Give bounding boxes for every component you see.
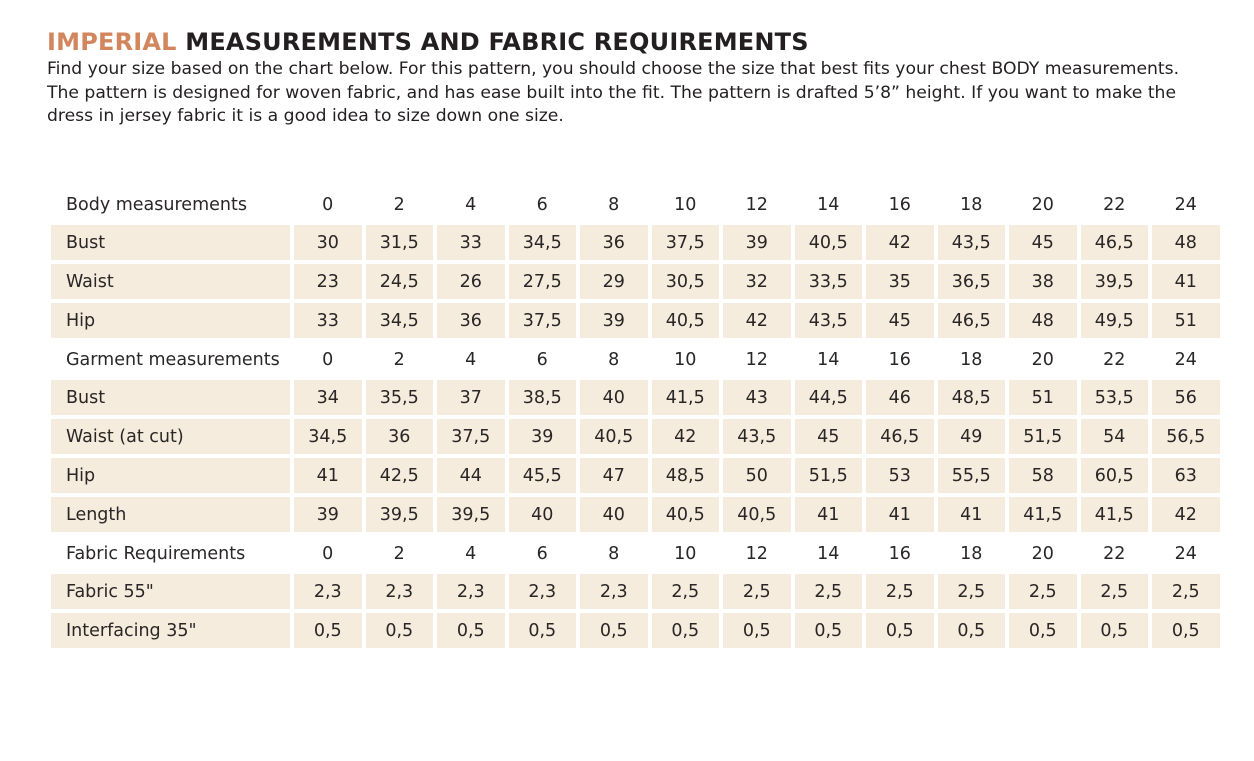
measurement-cell: 45 xyxy=(1009,225,1077,260)
size-header: 24 xyxy=(1174,195,1197,215)
measurement-cell: 47 xyxy=(580,458,648,493)
measurement-cell: 40,5 xyxy=(652,303,720,338)
size-header: 6 xyxy=(536,350,548,370)
measurement-cell: 32 xyxy=(723,264,791,299)
measurement-cell: 39,5 xyxy=(437,497,505,532)
measurement-cell: 0,5 xyxy=(437,613,505,648)
size-header: 22 xyxy=(1103,195,1126,215)
measurement-cell: 24,5 xyxy=(366,264,434,299)
measurement-cell: 46 xyxy=(866,380,934,415)
measurement-cell: 2,3 xyxy=(509,574,577,609)
measurement-cell: 0,5 xyxy=(1081,613,1149,648)
measurement-cell: 2,5 xyxy=(1152,574,1220,609)
size-header: 2 xyxy=(393,544,405,564)
table-row xyxy=(51,264,1214,299)
measurement-cell: 38,5 xyxy=(509,380,577,415)
measurement-cell: 30 xyxy=(294,225,362,260)
size-header: 22 xyxy=(1103,544,1126,564)
size-header: 2 xyxy=(393,195,405,215)
page-title xyxy=(47,27,809,57)
size-header: 8 xyxy=(608,350,620,370)
size-header: 4 xyxy=(465,195,477,215)
measurement-cell: 43,5 xyxy=(723,419,791,454)
measurement-cell: 60,5 xyxy=(1081,458,1149,493)
measurement-cell: 0,5 xyxy=(580,613,648,648)
measurement-cell: 2,3 xyxy=(294,574,362,609)
measurement-cell: 40 xyxy=(580,497,648,532)
size-header: 0 xyxy=(322,544,334,564)
measurement-cell: 36 xyxy=(580,225,648,260)
measurement-cell: 35,5 xyxy=(366,380,434,415)
measurement-cell: 41 xyxy=(294,458,362,493)
size-header: 8 xyxy=(608,195,620,215)
measurement-cell: 26 xyxy=(437,264,505,299)
measurement-cell: 39 xyxy=(580,303,648,338)
intro-line: The pattern is designed for woven fabric, and has ease built into the fit. The pattern is drafted 5’8” height. If you want to make the xyxy=(47,82,1177,103)
measurement-cell: 33 xyxy=(437,225,505,260)
intro-line: dress in jersey fabric it is a good idea to size down one size. xyxy=(47,106,564,126)
size-header: 6 xyxy=(536,544,548,564)
size-header: 4 xyxy=(465,544,477,564)
measurement-cell: 45 xyxy=(795,419,863,454)
size-header: 18 xyxy=(960,195,983,215)
row-label: Waist (at cut) xyxy=(51,419,290,454)
size-header: 16 xyxy=(888,195,911,215)
table-row xyxy=(51,458,1214,493)
measurement-cell: 45,5 xyxy=(509,458,577,493)
measurement-cell: 2,3 xyxy=(437,574,505,609)
measurement-cell: 51 xyxy=(1009,380,1077,415)
measurement-cell: 40,5 xyxy=(723,497,791,532)
row-label: Length xyxy=(51,497,290,532)
measurement-cell: 0,5 xyxy=(652,613,720,648)
measurement-cell: 0,5 xyxy=(795,613,863,648)
intro-paragraph xyxy=(47,58,1227,129)
measurement-cell: 41 xyxy=(938,497,1006,532)
measurement-cell: 40 xyxy=(509,497,577,532)
size-header: 10 xyxy=(674,350,697,370)
measurement-cell: 38 xyxy=(1009,264,1077,299)
measurement-cell: 44,5 xyxy=(795,380,863,415)
measurement-cell: 2,3 xyxy=(366,574,434,609)
measurement-cell: 41,5 xyxy=(652,380,720,415)
measurement-cell: 41 xyxy=(866,497,934,532)
measurement-cell: 58 xyxy=(1009,458,1077,493)
measurement-cell: 34,5 xyxy=(366,303,434,338)
measurement-cell: 51,5 xyxy=(795,458,863,493)
size-header: 18 xyxy=(960,350,983,370)
measurement-cell: 33,5 xyxy=(795,264,863,299)
row-label: Hip xyxy=(51,303,290,338)
size-header: 10 xyxy=(674,544,697,564)
measurement-cell: 2,5 xyxy=(795,574,863,609)
measurement-cell: 35 xyxy=(866,264,934,299)
size-header: 0 xyxy=(322,195,334,215)
row-label: Interfacing 35" xyxy=(51,613,290,648)
measurement-cell: 0,5 xyxy=(723,613,791,648)
measurement-cell: 37,5 xyxy=(437,419,505,454)
measurement-cell: 48,5 xyxy=(938,380,1006,415)
measurement-cell: 37,5 xyxy=(652,225,720,260)
measurement-cell: 41 xyxy=(1152,264,1220,299)
measurement-cell: 45 xyxy=(866,303,934,338)
table-row xyxy=(51,225,1214,260)
measurement-cell: 54 xyxy=(1081,419,1149,454)
intro-line: Find your size based on the chart below. For this pattern, you should choose the size that best fits your chest BODY measurements. xyxy=(47,59,1180,79)
size-header: 0 xyxy=(322,350,334,370)
measurement-cell: 2,3 xyxy=(580,574,648,609)
size-header: 22 xyxy=(1103,350,1126,370)
measurement-cell: 49,5 xyxy=(1081,303,1149,338)
table-row xyxy=(51,419,1214,454)
measurement-cell: 51 xyxy=(1152,303,1220,338)
size-header: 12 xyxy=(745,195,768,215)
measurement-cell: 27,5 xyxy=(509,264,577,299)
size-header: 20 xyxy=(1031,350,1054,370)
measurement-cell: 0,5 xyxy=(866,613,934,648)
section-title: Fabric Requirements xyxy=(66,544,246,564)
measurement-cell: 48 xyxy=(1009,303,1077,338)
measurement-cell: 31,5 xyxy=(366,225,434,260)
row-label: Bust xyxy=(51,225,290,260)
size-header: 14 xyxy=(817,350,840,370)
title-text: MEASUREMENTS AND FABRIC REQUIREMENTS xyxy=(185,28,809,56)
measurement-cell: 36,5 xyxy=(938,264,1006,299)
title-accent: IMPERIAL xyxy=(47,28,177,56)
table-row xyxy=(51,613,1214,648)
size-header: 8 xyxy=(608,544,620,564)
table-row xyxy=(51,574,1214,609)
measurement-cell: 39,5 xyxy=(1081,264,1149,299)
measurement-cell: 39 xyxy=(723,225,791,260)
measurement-cell: 42,5 xyxy=(366,458,434,493)
table-row xyxy=(51,380,1214,415)
measurement-cell: 40 xyxy=(580,380,648,415)
measurement-cell: 49 xyxy=(938,419,1006,454)
size-header: 12 xyxy=(745,544,768,564)
section-header-row xyxy=(51,536,1214,572)
measurement-cell: 2,5 xyxy=(652,574,720,609)
measurement-cell: 37 xyxy=(437,380,505,415)
size-header: 12 xyxy=(745,350,768,370)
measurement-cell: 43 xyxy=(723,380,791,415)
measurement-cell: 55,5 xyxy=(938,458,1006,493)
size-header: 24 xyxy=(1174,350,1197,370)
measurement-cell: 36 xyxy=(437,303,505,338)
measurement-cell: 34 xyxy=(294,380,362,415)
measurement-cell: 40,5 xyxy=(795,225,863,260)
measurement-cell: 2,5 xyxy=(938,574,1006,609)
measurement-cell: 48 xyxy=(1152,225,1220,260)
measurement-cell: 39,5 xyxy=(366,497,434,532)
measurement-cell: 53 xyxy=(866,458,934,493)
measurement-cell: 42 xyxy=(652,419,720,454)
measurement-cell: 51,5 xyxy=(1009,419,1077,454)
measurement-cell: 42 xyxy=(1152,497,1220,532)
measurement-cell: 0,5 xyxy=(1009,613,1077,648)
measurement-cell: 34,5 xyxy=(294,419,362,454)
measurement-cell: 44 xyxy=(437,458,505,493)
size-header: 16 xyxy=(888,544,911,564)
section-title: Body measurements xyxy=(66,195,247,215)
measurement-cell: 40,5 xyxy=(652,497,720,532)
section-header-row xyxy=(51,342,1214,378)
measurement-cell: 2,5 xyxy=(1081,574,1149,609)
measurement-cell: 30,5 xyxy=(652,264,720,299)
measurement-cell: 63 xyxy=(1152,458,1220,493)
row-label: Fabric 55" xyxy=(51,574,290,609)
measurement-cell: 41 xyxy=(795,497,863,532)
measurement-cell: 43,5 xyxy=(938,225,1006,260)
size-header: 14 xyxy=(817,195,840,215)
measurement-cell: 2,5 xyxy=(1009,574,1077,609)
row-label: Bust xyxy=(51,380,290,415)
measurement-cell: 2,5 xyxy=(866,574,934,609)
measurement-cell: 29 xyxy=(580,264,648,299)
row-label: Waist xyxy=(51,264,290,299)
measurement-cell: 46,5 xyxy=(1081,225,1149,260)
measurement-cell: 33 xyxy=(294,303,362,338)
measurement-cell: 0,5 xyxy=(938,613,1006,648)
size-header: 20 xyxy=(1031,195,1054,215)
measurement-cell: 46,5 xyxy=(938,303,1006,338)
measurement-cell: 50 xyxy=(723,458,791,493)
measurement-cell: 2,5 xyxy=(723,574,791,609)
measurement-cell: 43,5 xyxy=(795,303,863,338)
measurement-cell: 41,5 xyxy=(1081,497,1149,532)
size-header: 2 xyxy=(393,350,405,370)
measurement-cell: 0,5 xyxy=(1152,613,1220,648)
measurement-cell: 56 xyxy=(1152,380,1220,415)
measurement-cell: 0,5 xyxy=(294,613,362,648)
size-chart-table xyxy=(51,187,1214,652)
table-row xyxy=(51,303,1214,338)
measurement-cell: 0,5 xyxy=(509,613,577,648)
measurement-cell: 56,5 xyxy=(1152,419,1220,454)
measurement-cell: 34,5 xyxy=(509,225,577,260)
size-header: 14 xyxy=(817,544,840,564)
section-title: Garment measurements xyxy=(66,350,280,370)
measurement-cell: 40,5 xyxy=(580,419,648,454)
size-header: 6 xyxy=(536,195,548,215)
table-row xyxy=(51,497,1214,532)
size-header: 10 xyxy=(674,195,697,215)
section-header-row xyxy=(51,187,1214,223)
measurement-cell: 42 xyxy=(723,303,791,338)
measurement-cell: 42 xyxy=(866,225,934,260)
measurement-cell: 48,5 xyxy=(652,458,720,493)
size-header: 4 xyxy=(465,350,477,370)
size-header: 16 xyxy=(888,350,911,370)
measurement-cell: 39 xyxy=(509,419,577,454)
size-header: 20 xyxy=(1031,544,1054,564)
measurement-cell: 36 xyxy=(366,419,434,454)
measurement-cell: 0,5 xyxy=(366,613,434,648)
size-header: 24 xyxy=(1174,544,1197,564)
measurement-cell: 37,5 xyxy=(509,303,577,338)
measurement-cell: 41,5 xyxy=(1009,497,1077,532)
row-label: Hip xyxy=(51,458,290,493)
measurement-cell: 53,5 xyxy=(1081,380,1149,415)
measurement-cell: 46,5 xyxy=(866,419,934,454)
measurement-cell: 39 xyxy=(294,497,362,532)
size-header: 18 xyxy=(960,544,983,564)
measurement-cell: 23 xyxy=(294,264,362,299)
